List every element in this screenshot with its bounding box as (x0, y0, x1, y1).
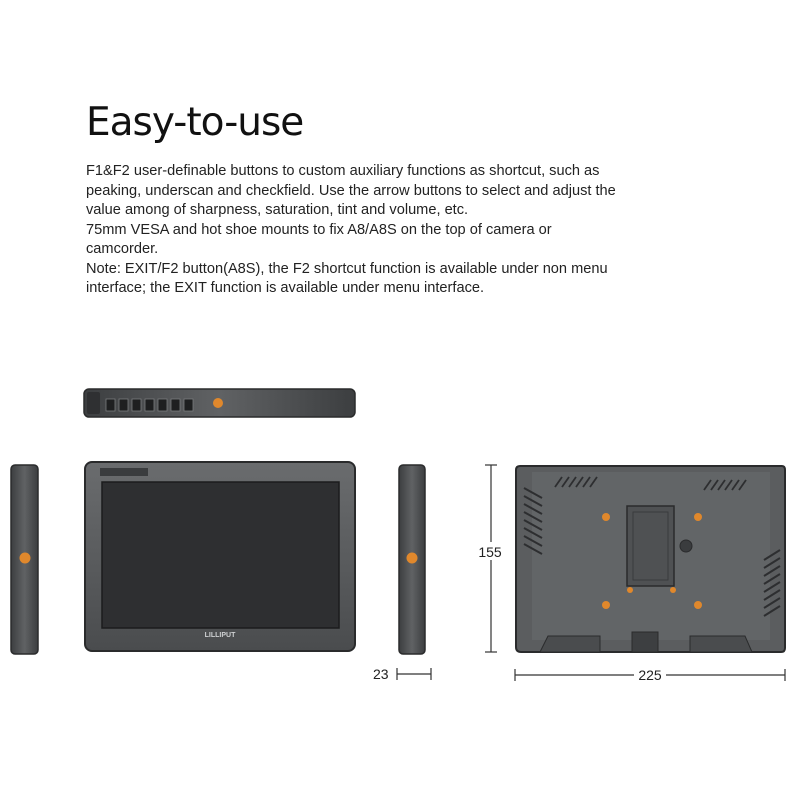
button-row (106, 399, 193, 411)
vesa-hole-icon (602, 601, 610, 609)
description-line: interface; the EXIT function is available under menu interface. (86, 280, 485, 296)
description-line: Note: EXIT/F2 button(A8S), the F2 shortcut function is available under non menu (86, 260, 608, 277)
top-view (84, 389, 355, 417)
height-dimension (476, 465, 504, 652)
mount-hole-icon (20, 553, 31, 564)
description-line: 75mm VESA and hot shoe mounts to fix A8/A8S on the top of camera or (86, 221, 552, 238)
depth-label: 23 (373, 666, 389, 682)
mount-hole-icon (407, 553, 418, 564)
vesa-hole-icon (694, 601, 702, 609)
depth-dimension (373, 666, 431, 682)
height-label: 155 (478, 544, 502, 560)
vesa-hole-icon (670, 587, 676, 593)
back-view (516, 466, 785, 652)
battery-plate (627, 506, 674, 586)
brand-logo: LILLIPUT (204, 632, 236, 639)
right-side-view (399, 465, 425, 654)
description-line: F1&F2 user-definable buttons to custom auxiliary functions as shortcut, such as (86, 163, 600, 179)
width-label: 225 (638, 667, 662, 683)
description-line: peaking, underscan and checkfield. Use the arrow buttons to select and adjust the (86, 182, 616, 199)
description-line: value among of sharpness, saturation, tint and volume, etc. (86, 202, 469, 218)
front-view (85, 462, 355, 651)
mount-hole-icon (213, 398, 223, 408)
vesa-hole-icon (694, 513, 702, 521)
page-title: Easy-to-use (86, 100, 304, 145)
left-side-view (11, 465, 38, 654)
description-line: camcorder. (86, 241, 159, 257)
vesa-hole-icon (602, 513, 610, 521)
width-dimension (515, 665, 785, 683)
vesa-hole-icon (627, 587, 633, 593)
